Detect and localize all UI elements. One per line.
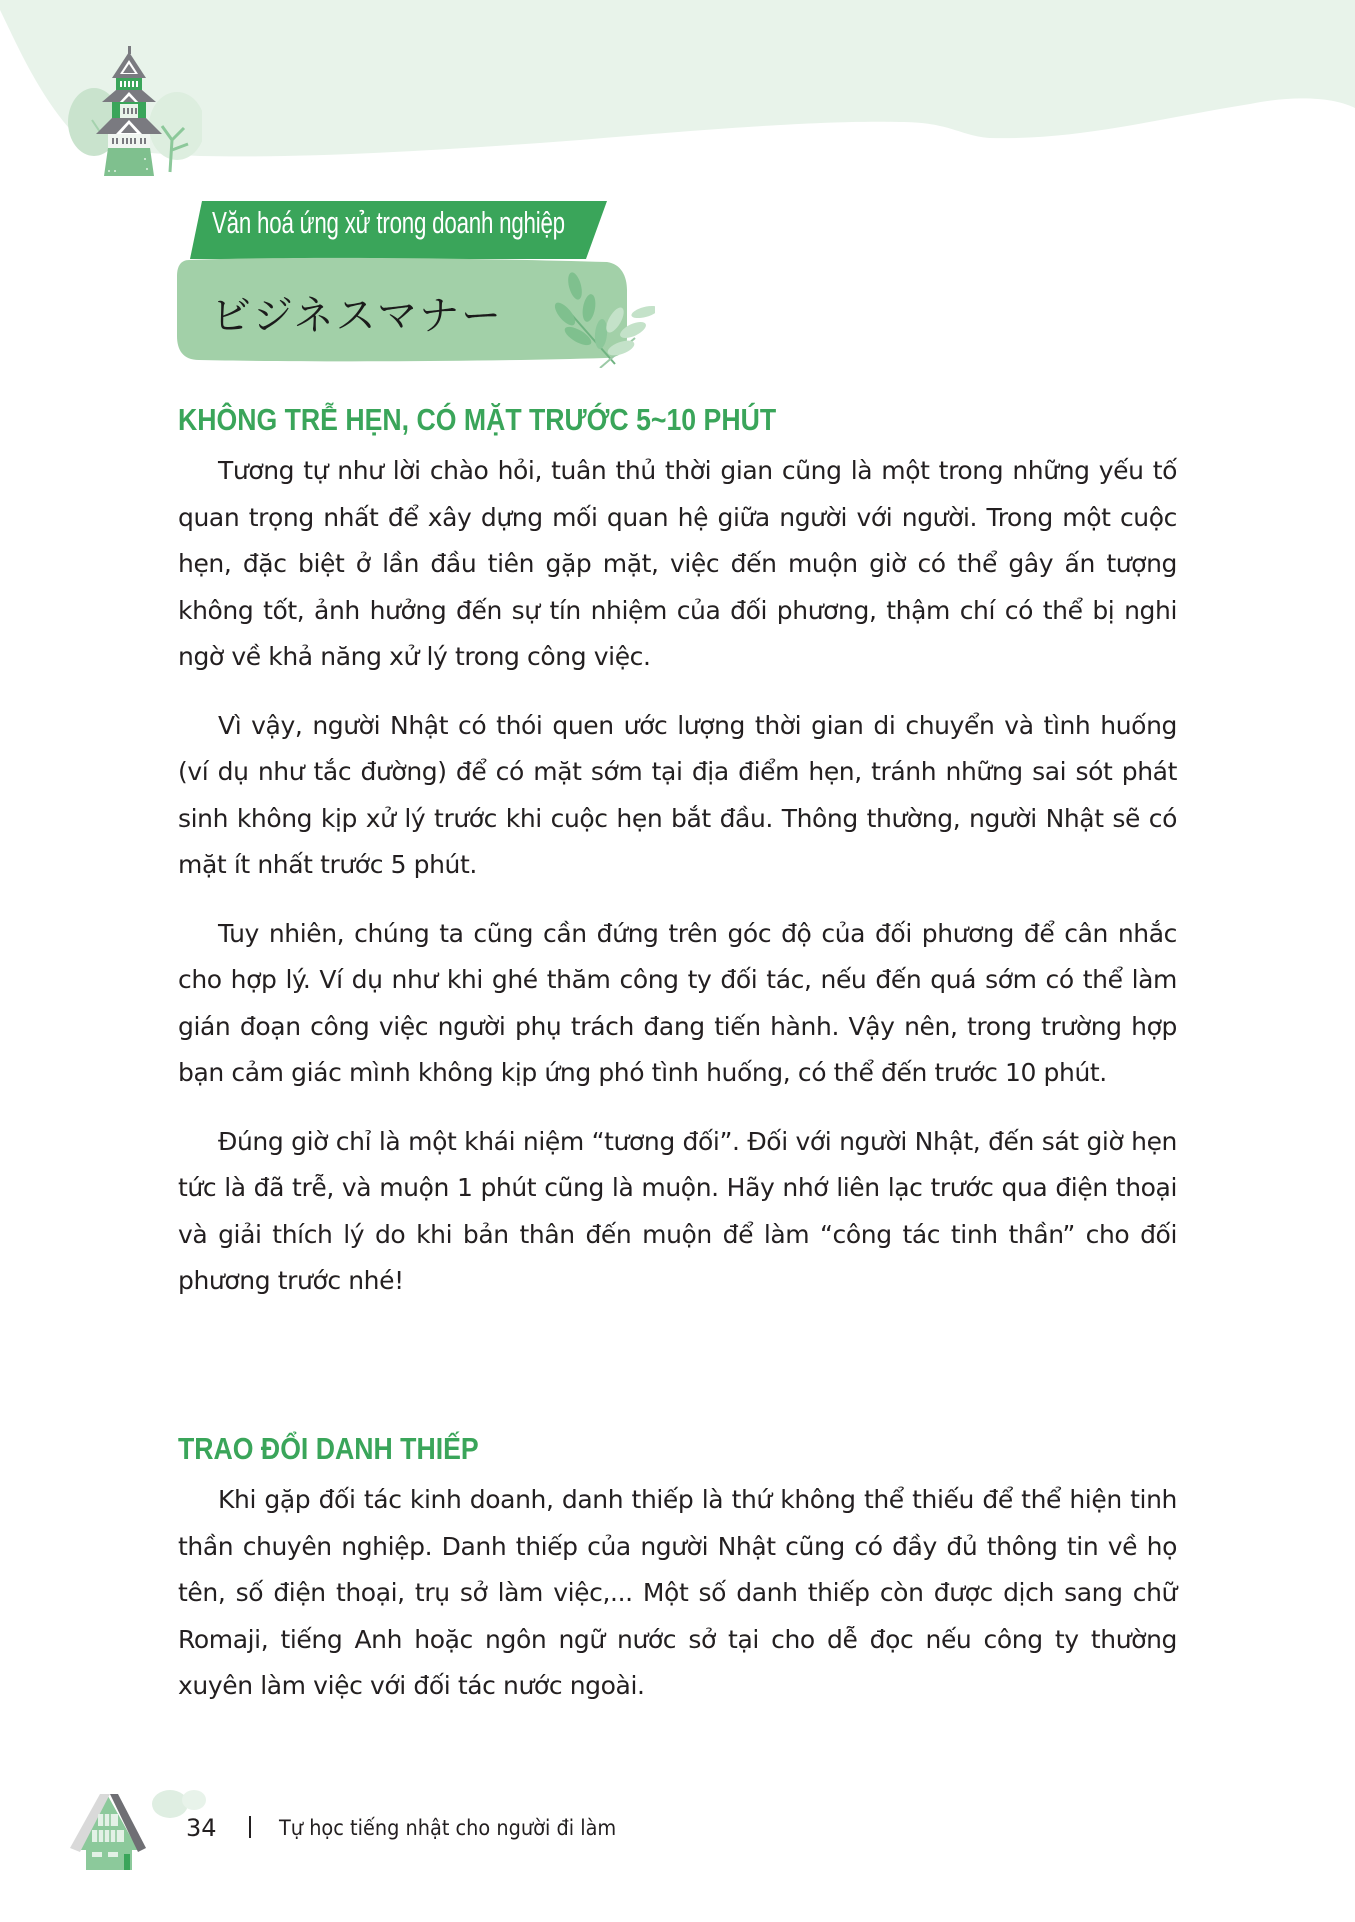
background-wave	[0, 0, 1355, 200]
pagoda-icon	[52, 40, 202, 180]
section-business-cards	[178, 1429, 1177, 1732]
footer-separator	[249, 1816, 251, 1838]
section-heading: TRAO ĐỔI DANH THIẾP	[178, 1431, 479, 1466]
page-number: 34	[186, 1814, 217, 1842]
paragraph: Tương tự như lời chào hỏi, tuân thủ thời gian cũng là một trong những yếu tố quan trọng nhất để xây dựng mối quan hệ giữa người với người. Trong một cuộc hẹn, đặc biệt ở lần đầu tiên gặp mặt, việc đến muộn giờ có thể gây ấn tượng không tốt, ảnh hưởng đến sự tín nhiệm của đối phương, thậm chí có thể bị nghi ngờ về khả năng xử lý trong công việc.	[178, 456, 1177, 671]
paragraph: Tuy nhiên, chúng ta cũng cần đứng trên góc độ của đối phương để cân nhắc cho hợp lý. Ví dụ như khi ghé thăm công ty đối tác, nếu đến quá sớm có thể làm gián đoạn công việc người phụ trách đang tiến hành. Vậy nên, trong trường hợp bạn cảm giác mình không kịp ứng phó tình huống, có thể đến trước 10 phút.	[178, 918, 1177, 1087]
book-title: Tự học tiếng nhật cho người đi làm	[279, 1816, 617, 1840]
category-ribbon	[190, 201, 610, 259]
paragraph: Khi gặp đối tác kinh doanh, danh thiếp là thứ không thể thiếu để thể hiện tinh thần chuyên nghiệp. Danh thiếp của người Nhật cũng có đầy đủ thông tin về họ tên, số điện thoại, trụ sở làm việc,... Một số danh thiếp còn được dịch sang chữ Romaji, tiếng Anh hoặc ngôn ngữ nước sở tại cho dễ đọc nếu công ty thường xuyên làm việc với đối tác nước ngoài.	[178, 1485, 1177, 1700]
paragraph: Đúng giờ chỉ là một khái niệm “tương đối”. Đối với người Nhật, đến sát giờ hẹn tức là đã trễ, và muộn 1 phút cũng là muộn. Hãy nhớ liên lạc trước qua điện thoại và giải thích lý do khi bản thân đến muộn để làm “công tác tinh thần” cho đối phương trước nhé!	[178, 1126, 1177, 1295]
section-punctuality	[178, 400, 1177, 1327]
paragraph: Vì vậy, người Nhật có thói quen ước lượng thời gian di chuyển và tình huống (ví dụ như tắc đường) để có mặt sớm tại địa điểm hẹn, tránh những sai sót phát sinh không kịp xử lý trước khi cuộc hẹn bắt đầu. Thông thường, người Nhật sẽ có mặt ít nhất trước 5 phút.	[178, 710, 1177, 879]
section-heading: KHÔNG TRỄ HẸN, CÓ MẶT TRƯỚC 5~10 PHÚT	[178, 402, 777, 437]
page-footer	[0, 1770, 1355, 1880]
japanese-title-box	[175, 256, 655, 368]
japanese-title: ビジネスマナー	[211, 293, 503, 339]
category-ribbon-label: Văn hoá ứng xử trong doanh nghiệp	[212, 205, 565, 240]
